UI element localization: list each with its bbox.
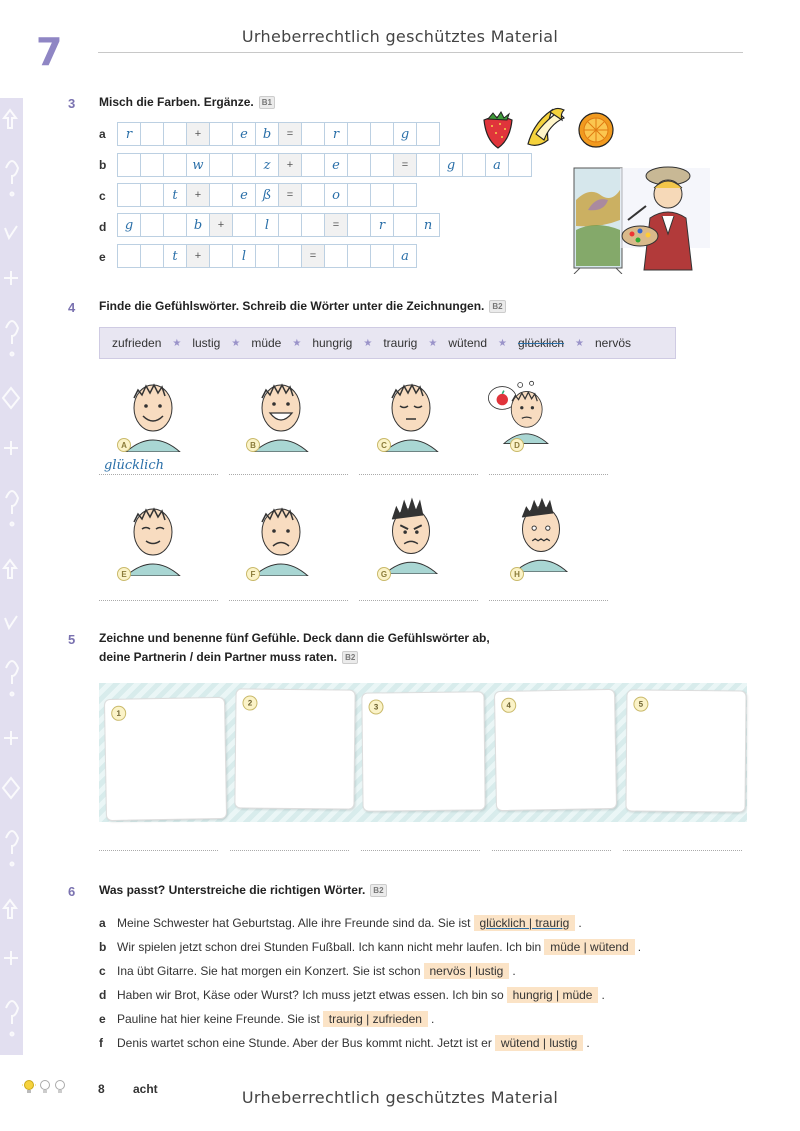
letter-cell[interactable]: g (394, 123, 417, 146)
feeling-word-box (99, 327, 676, 359)
drawing-card-2[interactable] (234, 688, 355, 809)
face-sad-icon (246, 498, 316, 576)
operator-cell: + (210, 214, 233, 237)
page-number-word: acht (133, 1082, 158, 1096)
word-item: lustig (192, 336, 221, 350)
letter-cell[interactable] (210, 123, 233, 146)
operator-cell: = (302, 245, 325, 268)
letter-cell[interactable] (302, 214, 325, 237)
face-label-e: E (117, 567, 131, 581)
answer-line-e[interactable] (99, 600, 218, 601)
star-icon: ★ (498, 337, 507, 349)
letter-cell[interactable] (371, 184, 394, 207)
face-content-icon (118, 498, 188, 576)
letter-cell[interactable]: a (486, 154, 509, 177)
card-number: 1 (111, 706, 126, 721)
sentence-a: a Meine Schwester hat Geburtstag. Alle ihre Freunde sind da. Sie ist glücklich | traurig . (99, 916, 582, 930)
letter-cell[interactable]: l (256, 214, 279, 237)
exercise-5-number: 5 (68, 632, 76, 647)
letter-cell[interactable]: t (164, 184, 187, 207)
letter-cell[interactable]: o (325, 184, 348, 207)
letter-cell[interactable] (118, 184, 141, 207)
level-badge: B2 (342, 651, 358, 664)
letter-cell[interactable] (210, 184, 233, 207)
letter-cell[interactable] (141, 123, 164, 146)
word-item: traurig (383, 336, 418, 350)
letter-cell[interactable]: r (371, 214, 394, 237)
answer-line-b[interactable] (229, 474, 348, 475)
row-letter: a (99, 127, 106, 141)
letter-cell[interactable] (233, 214, 256, 237)
exercise-6-title: Was passt? Unterstreiche die richtigen Wörter. B2 (99, 881, 387, 900)
letter-cell[interactable]: e (325, 154, 348, 177)
letter-cell[interactable]: b (256, 123, 279, 146)
word-item: wütend (448, 336, 488, 350)
operator-cell: + (187, 184, 210, 207)
card-number: 4 (501, 698, 516, 713)
answer-line-h[interactable] (489, 600, 608, 601)
orange-icon (579, 113, 613, 147)
letter-cell[interactable]: e (233, 184, 256, 207)
answer-line-f[interactable] (229, 600, 348, 601)
letter-cell[interactable] (210, 154, 233, 177)
letter-cell[interactable] (118, 154, 141, 177)
letter-cell[interactable] (394, 184, 417, 207)
answer-line-a[interactable] (99, 474, 218, 475)
letter-cell[interactable] (141, 214, 164, 237)
sentence-d: d Haben wir Brot, Käse oder Wurst? Ich muss jetzt etwas essen. Ich bin so hungrig | müde . (99, 988, 605, 1002)
row-letter: c (99, 189, 106, 203)
letter-cell[interactable] (141, 245, 164, 268)
sentence-b: b Wir spielen jetzt schon drei Stunden Fußball. Ich kann nicht mehr laufen. Ich bin müde | wütend . (99, 940, 642, 954)
letter-cell[interactable]: r (118, 123, 141, 146)
answer-line-2[interactable] (230, 850, 349, 851)
level-badge: B2 (489, 300, 505, 313)
letter-cell[interactable]: z (256, 154, 279, 177)
letter-cell[interactable]: b (187, 214, 210, 237)
word-item: hungrig (312, 336, 353, 350)
operator-cell: = (279, 184, 302, 207)
star-icon: ★ (428, 337, 438, 349)
word-item: zufrieden (112, 336, 162, 350)
star-icon: ★ (292, 337, 302, 349)
answer-line-4[interactable] (492, 850, 611, 851)
letter-cell[interactable] (348, 184, 371, 207)
face-label-h: H (510, 567, 524, 581)
chapter-number: 7 (36, 30, 63, 74)
letter-cell[interactable] (279, 214, 302, 237)
answer-options[interactable]: nervös | lustig (424, 963, 510, 979)
letter-cell[interactable] (348, 123, 371, 146)
color-grid-row-a[interactable] (117, 122, 440, 146)
doodle-pattern-icon (0, 98, 23, 1055)
letter-cell[interactable] (509, 154, 532, 177)
letter-cell[interactable]: w (187, 154, 210, 177)
word-item: müde (251, 336, 282, 350)
answer-line-3[interactable] (361, 850, 480, 851)
letter-cell[interactable]: g (118, 214, 141, 237)
star-icon: ★ (231, 337, 241, 349)
letter-cell[interactable]: e (233, 123, 256, 146)
face-nervous-icon (506, 494, 576, 572)
drawing-card-5[interactable] (625, 689, 746, 812)
copyright-watermark-top: Urheberrechtlich geschütztes Material (241, 27, 559, 46)
letter-cell[interactable]: g (440, 154, 463, 177)
letter-cell[interactable] (302, 123, 325, 146)
letter-cell[interactable] (348, 154, 371, 177)
operator-cell: = (325, 214, 348, 237)
answer-line-1[interactable] (99, 850, 218, 851)
strawberry-icon (484, 112, 512, 148)
answer-options[interactable]: müde | wütend (544, 939, 635, 955)
operator-cell: + (279, 154, 302, 177)
letter-cell[interactable] (417, 154, 440, 177)
letter-cell[interactable] (233, 154, 256, 177)
operator-cell: = (394, 154, 417, 177)
face-label-a: A (117, 438, 131, 452)
painter-illustration (570, 160, 716, 274)
letter-cell[interactable] (279, 245, 302, 268)
drawing-card-3[interactable] (361, 691, 485, 811)
letter-cell[interactable] (164, 214, 187, 237)
letter-cell[interactable]: t (164, 245, 187, 268)
face-label-g: G (377, 567, 391, 581)
card-number: 2 (242, 695, 257, 710)
color-grid-row-b[interactable] (117, 153, 532, 177)
exercise-4-title: Finde die Gefühlswörter. Schreib die Wörter unter die Zeichnungen. B2 (99, 297, 506, 316)
color-grid-row-c[interactable] (117, 183, 417, 207)
letter-cell[interactable] (371, 245, 394, 268)
card-number: 5 (633, 697, 648, 712)
row-letter: d (99, 220, 107, 234)
star-icon: ★ (172, 337, 182, 349)
letter-cell[interactable] (256, 245, 279, 268)
card-number: 3 (368, 699, 383, 714)
answer-line-d[interactable] (489, 474, 608, 475)
letter-cell[interactable] (164, 123, 187, 146)
operator-cell: + (187, 245, 210, 268)
letter-cell[interactable] (325, 245, 348, 268)
star-icon: ★ (363, 337, 373, 349)
letter-cell[interactable]: a (394, 245, 417, 268)
letter-cell[interactable]: r (325, 123, 348, 146)
word-item: nervös (594, 336, 632, 350)
letter-cell[interactable] (394, 214, 417, 237)
letter-cell[interactable] (141, 184, 164, 207)
copyright-watermark-bottom: Urheberrechtlich geschütztes Material (241, 1088, 559, 1107)
letter-cell[interactable] (210, 245, 233, 268)
exercise-3-title: Misch die Farben. Ergänze. B1 (99, 93, 275, 112)
face-label-d: D (510, 438, 524, 452)
page-number: 8 (98, 1082, 105, 1096)
answer-options[interactable]: hungrig | müde (507, 987, 599, 1003)
answer-line-g[interactable] (359, 600, 478, 601)
star-icon: ★ (575, 337, 584, 349)
answer-options[interactable]: traurig | zufrieden (323, 1011, 428, 1027)
operator-cell: + (187, 123, 210, 146)
row-letter: b (99, 158, 107, 172)
letter-cell[interactable] (118, 245, 141, 268)
face-label-b: B (246, 438, 260, 452)
answer-options[interactable]: wütend | lustig (495, 1035, 584, 1051)
exercise-6-number: 6 (68, 884, 76, 899)
letter-cell[interactable]: ß (256, 184, 279, 207)
letter-cell[interactable] (302, 184, 325, 207)
operator-cell: = (279, 123, 302, 146)
color-grid-row-d[interactable] (117, 213, 440, 237)
row-letter: e (99, 250, 106, 264)
fruit-illustration (478, 104, 620, 152)
face-angry-icon (376, 496, 446, 574)
level-badge: B2 (370, 884, 386, 897)
letter-cell[interactable] (302, 154, 325, 177)
header-rule (98, 52, 743, 53)
face-label-c: C (377, 438, 391, 452)
letter-cell[interactable] (463, 154, 486, 177)
sentence-c: c Ina übt Gitarre. Sie hat morgen ein Konzert. Sie ist schon nervös | lustig . (99, 964, 516, 978)
letter-cell[interactable]: n (417, 214, 440, 237)
banana-icon (528, 108, 564, 145)
decorative-side-strip (0, 98, 23, 1055)
exercise-5-title: Zeichne und benenne fünf Gefühle. Deck dann die Gefühlswörter ab, deine Partnerin / dein Partner muss raten. B2 (99, 631, 490, 664)
drawing-card-1[interactable] (104, 697, 227, 821)
color-grid-row-e[interactable] (117, 244, 417, 268)
letter-cell[interactable]: l (233, 245, 256, 268)
exercise-4-number: 4 (68, 300, 76, 315)
letter-cell[interactable] (348, 214, 371, 237)
letter-cell[interactable] (164, 154, 187, 177)
letter-cell[interactable] (417, 123, 440, 146)
letter-cell[interactable] (371, 154, 394, 177)
face-label-f: F (246, 567, 260, 581)
letter-cell[interactable] (348, 245, 371, 268)
handwritten-answer-a: glücklich (104, 458, 164, 473)
sentence-e: e Pauline hat hier keine Freunde. Sie ist traurig | zufrieden . (99, 1012, 435, 1026)
answer-line-5[interactable] (623, 850, 742, 851)
answer-options[interactable]: glücklich | traurig (474, 915, 576, 931)
word-item-crossed-out: glücklich (517, 336, 565, 350)
letter-cell[interactable] (141, 154, 164, 177)
answer-line-c[interactable] (359, 474, 478, 475)
sentence-f: f Denis wartet schon eine Stunde. Aber der Bus kommt nicht. Jetzt ist er wütend | lustig . (99, 1036, 590, 1050)
exercise-3-number: 3 (68, 96, 76, 111)
letter-cell[interactable] (371, 123, 394, 146)
drawing-card-4[interactable] (494, 689, 617, 811)
level-badge: B1 (259, 96, 275, 109)
